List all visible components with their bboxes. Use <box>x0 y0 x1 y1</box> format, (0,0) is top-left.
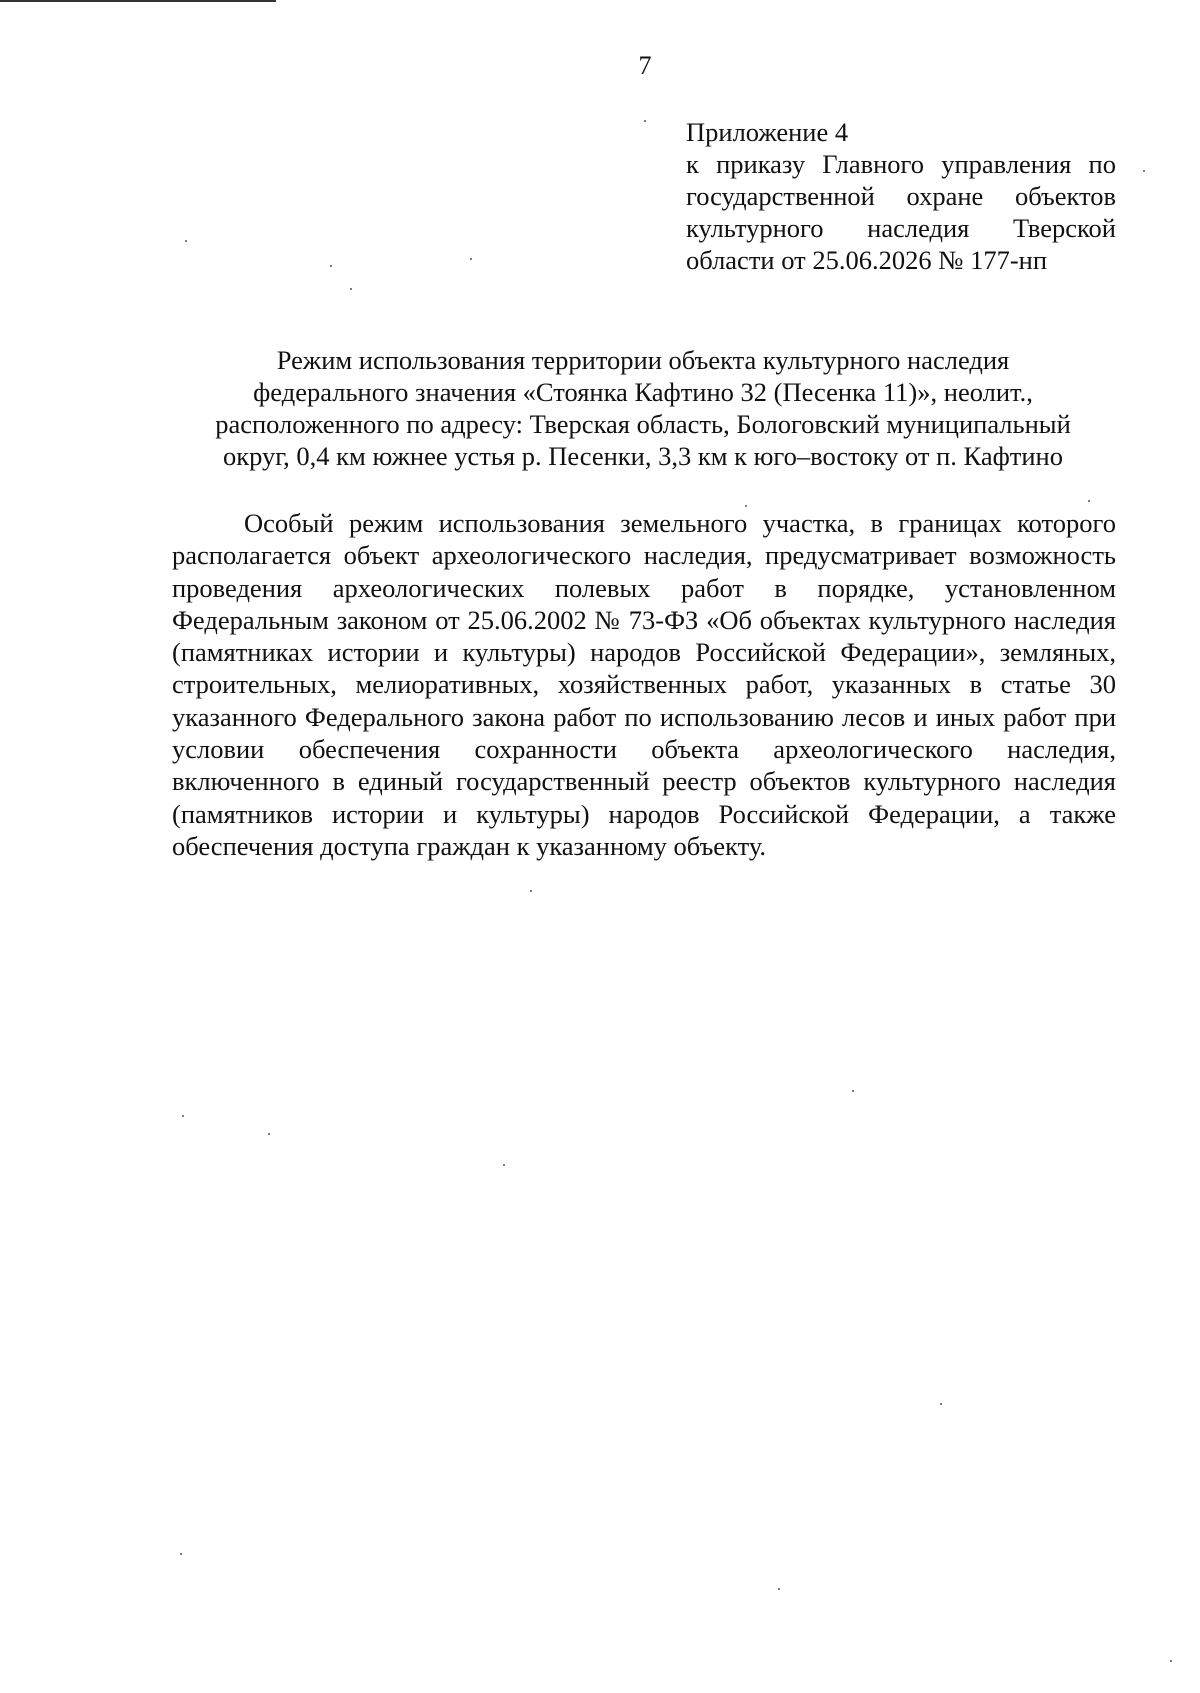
scan-speck <box>778 1588 780 1590</box>
body-paragraph: Особый режим использования земельного участка, в границах которого располагается объект археологического наследия, предусматривает возможность проведения археологических полевых работ в порядке, установленном Федеральным законом от 25.06.2002 № 73-ФЗ «Об объектах культурного наследия (памятниках истории и культуры) народов Российской Федерации», земляных, строительных, мелиоративных, хозяйственных работ, указанных в статье 30 указанного Федерального закона работ по использованию лесов и иных работ при условии обеспечения сохранности объекта археологического наследия, включенного в единый государственный реестр объектов культурного наследия (памятников истории и культуры) народов Российской Федерации, а также обеспечения доступа граждан к указанному объекту. <box>172 508 1116 861</box>
scan-speck <box>745 505 747 507</box>
scan-speck <box>1088 500 1090 502</box>
scan-speck <box>940 1403 942 1405</box>
appendix-line: государственной охране объектов <box>686 181 1116 211</box>
scan-speck <box>330 265 332 267</box>
document-title <box>170 344 1116 472</box>
scan-speck <box>503 1164 505 1166</box>
scan-speck <box>1170 1660 1172 1662</box>
page-number: 7 <box>638 51 652 80</box>
scan-edge-line <box>0 0 276 2</box>
appendix-line: культурного наследия Тверской <box>686 213 1116 243</box>
title-line: Режим использования территории объекта культурного наследия <box>276 345 1010 375</box>
title-line: расположенного по адресу: Тверская область, Бологовский муниципальный <box>215 409 1071 439</box>
appendix-line: области от 25.06.2026 № 177-нп <box>686 245 1048 275</box>
scan-speck <box>470 258 472 260</box>
scan-speck <box>530 890 532 892</box>
scan-speck <box>1143 170 1145 172</box>
title-line: федерального значения «Стоянка Кафтино 32 (Песенка 11)», неолит., <box>253 377 1033 407</box>
scan-speck <box>350 288 352 290</box>
scan-speck <box>644 120 646 122</box>
scan-speck <box>182 1115 184 1117</box>
appendix-line: к приказу Главного управления по <box>686 149 1116 179</box>
scan-speck <box>268 1133 270 1135</box>
scan-speck <box>852 1090 854 1092</box>
scan-speck <box>185 240 187 242</box>
appendix-block <box>686 116 1116 276</box>
scan-speck <box>180 1553 182 1555</box>
appendix-label: Приложение 4 <box>686 117 849 147</box>
title-line: округ, 0,4 км южнее устья р. Песенки, 3,3 км к юго–востоку от п. Кафтино <box>223 441 1063 471</box>
